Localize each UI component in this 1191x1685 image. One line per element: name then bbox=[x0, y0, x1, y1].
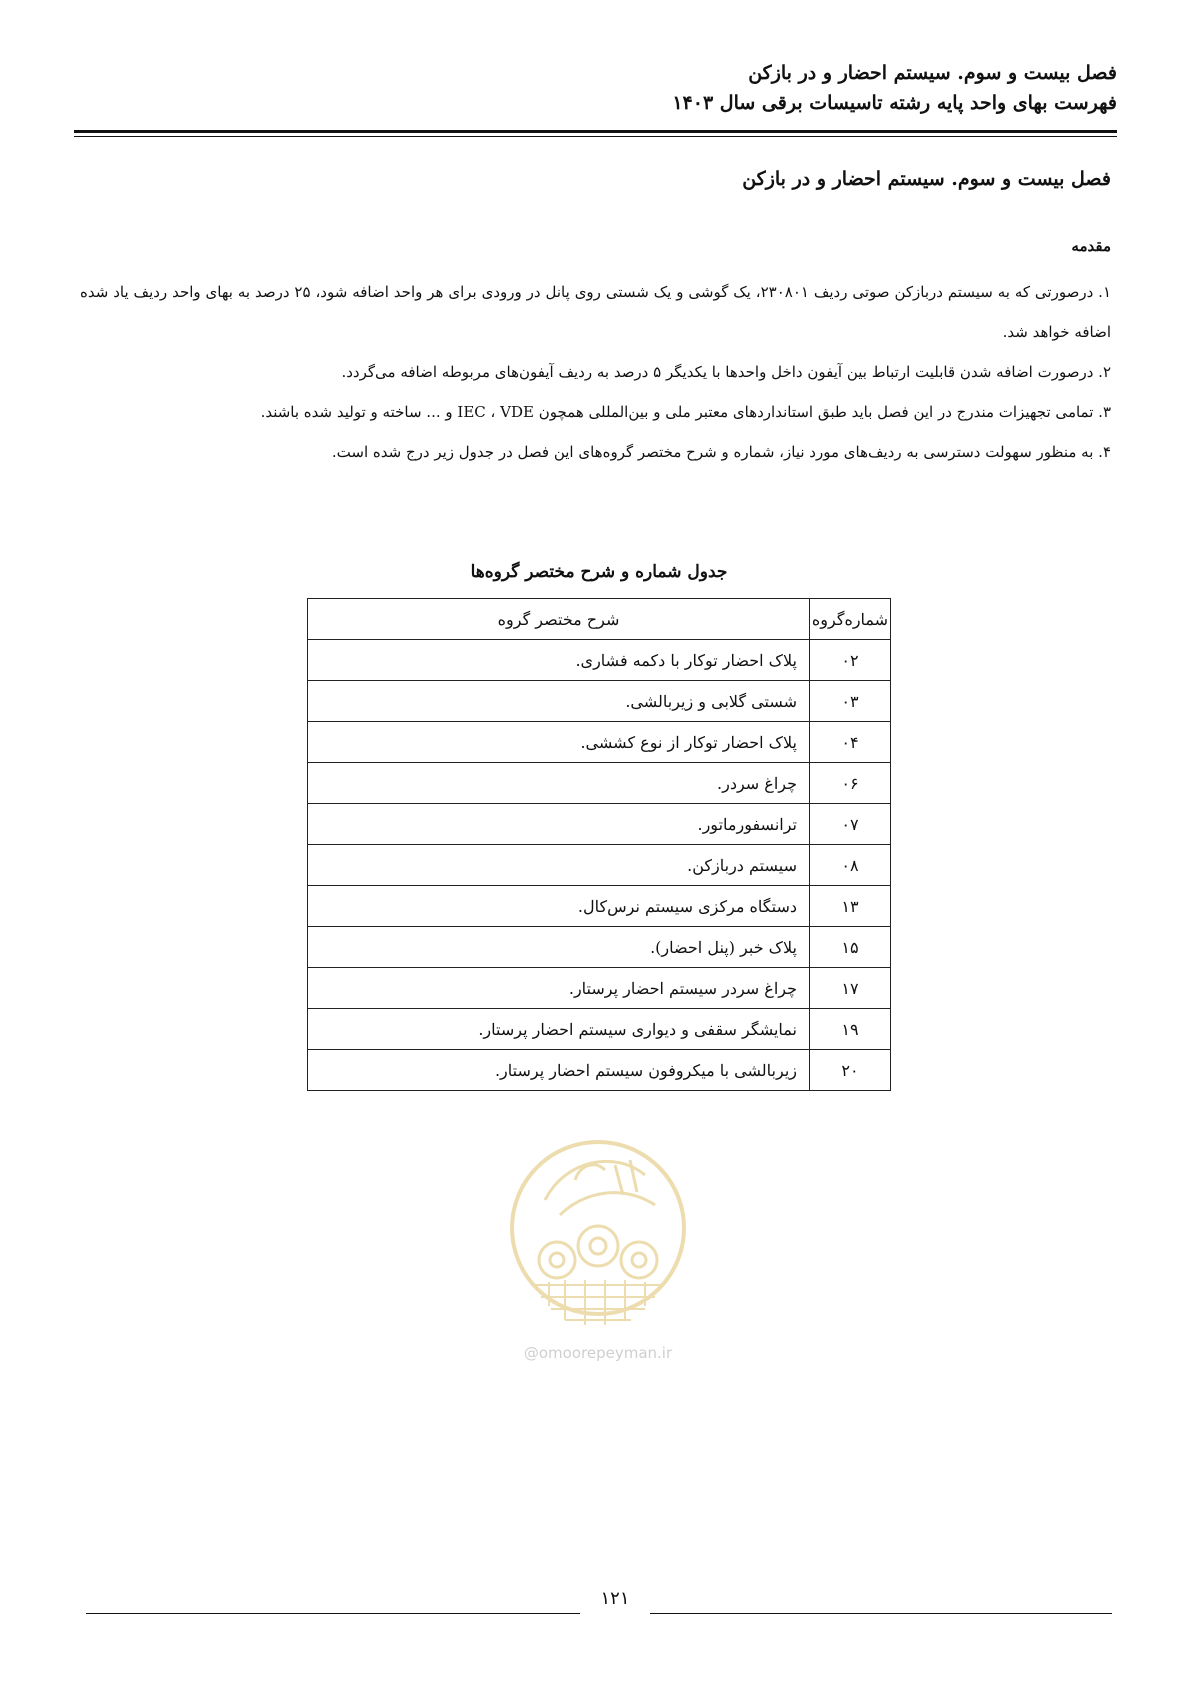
table-row bbox=[308, 1009, 891, 1050]
table-row bbox=[308, 968, 891, 1009]
group-number: ۰۷ bbox=[810, 804, 891, 845]
table-row bbox=[308, 763, 891, 804]
header-rule bbox=[74, 130, 1117, 133]
group-description: پلاک احضار توکار از نوع کششی. bbox=[308, 722, 810, 763]
group-description: پلاک خبر (پنل احضار). bbox=[308, 927, 810, 968]
section-title: فصل بیست و سوم. سیستم احضار و در بازکن bbox=[742, 168, 1111, 190]
table-row bbox=[308, 845, 891, 886]
page-number: ۱۲۱ bbox=[600, 1588, 630, 1609]
header-rule-thin bbox=[74, 136, 1117, 137]
group-description: شستی گلابی و زیربالشی. bbox=[308, 681, 810, 722]
intro-heading: مقدمه bbox=[1071, 237, 1111, 255]
group-description: چراغ سردر. bbox=[308, 763, 810, 804]
table-row bbox=[308, 1050, 891, 1091]
intro-paragraphs bbox=[80, 272, 1111, 472]
table-row bbox=[308, 722, 891, 763]
group-number: ۰۶ bbox=[810, 763, 891, 804]
page-header bbox=[74, 58, 1117, 118]
group-description: چراغ سردر سیستم احضار پرستار. bbox=[308, 968, 810, 1009]
column-header-description: شرح مختصر گروه bbox=[308, 599, 810, 640]
group-number: ۰۸ bbox=[810, 845, 891, 886]
watermark-url: @omoorepeyman.ir bbox=[523, 1344, 673, 1362]
intro-paragraph-3: ۳. تمامی تجهیزات مندرج در این فصل باید طبق استانداردهای معتبر ملی و بین‌المللی همچون IEC ، VDE و ... ساخته و تولید شده باشند. bbox=[260, 403, 1111, 421]
group-number: ۲۰ bbox=[810, 1050, 891, 1091]
table-row bbox=[308, 681, 891, 722]
group-number: ۰۳ bbox=[810, 681, 891, 722]
intro-paragraph-4: ۴. به منظور سهولت دسترسی به ردیف‌های مورد نیاز، شماره و شرح مختصر گروه‌های این فصل در جدول زیر درج شده است. bbox=[331, 443, 1111, 461]
group-description: دستگاه مرکزی سیستم نرس‌کال. bbox=[308, 886, 810, 927]
group-number: ۱۹ bbox=[810, 1009, 891, 1050]
table-row bbox=[308, 927, 891, 968]
groups-table bbox=[307, 598, 891, 1091]
group-number: ۰۲ bbox=[810, 640, 891, 681]
group-description: نمایشگر سقفی و دیواری سیستم احضار پرستار. bbox=[308, 1009, 810, 1050]
table-row bbox=[308, 640, 891, 681]
group-description: سیستم دربازکن. bbox=[308, 845, 810, 886]
table-caption: جدول شماره و شرح مختصر گروه‌ها bbox=[470, 562, 728, 582]
header-document-title: فهرست بهای واحد پایه رشته تاسیسات برقی سال ۱۴۰۳ bbox=[672, 92, 1117, 114]
table-header-row bbox=[308, 599, 891, 640]
column-header-number: شماره‌گروه bbox=[810, 599, 891, 640]
watermark-logo bbox=[505, 1120, 691, 1336]
group-description: ترانسفورماتور. bbox=[308, 804, 810, 845]
intro-paragraph-2: ۲. درصورت اضافه شدن قابلیت ارتباط بین آیفون داخل واحدها با یکدیگر ۵ درصد به ردیف آیفون‌های مربوطه اضافه می‌گردد. bbox=[341, 363, 1111, 381]
intro-paragraph-1: ۱. درصورتی که به سیستم دربازکن صوتی ردیف ۲۳۰۸۰۱، یک گوشی و یک شستی روی پانل در ورودی برای هر واحد اضافه شود، ۲۵ درصد به بهای واحد ردیف یاد شده اضافه خواهد شد. bbox=[80, 283, 1112, 341]
group-number: ۰۴ bbox=[810, 722, 891, 763]
table-row bbox=[308, 886, 891, 927]
footer-rule-left bbox=[86, 1613, 580, 1614]
group-number: ۱۵ bbox=[810, 927, 891, 968]
group-description: زیربالشی با میکروفون سیستم احضار پرستار. bbox=[308, 1050, 810, 1091]
group-number: ۱۳ bbox=[810, 886, 891, 927]
group-description: پلاک احضار توکار با دکمه فشاری. bbox=[308, 640, 810, 681]
table-row bbox=[308, 804, 891, 845]
group-number: ۱۷ bbox=[810, 968, 891, 1009]
header-chapter-title: فصل بیست و سوم. سیستم احضار و در بازکن bbox=[748, 62, 1117, 84]
footer-rule-right bbox=[650, 1613, 1112, 1614]
